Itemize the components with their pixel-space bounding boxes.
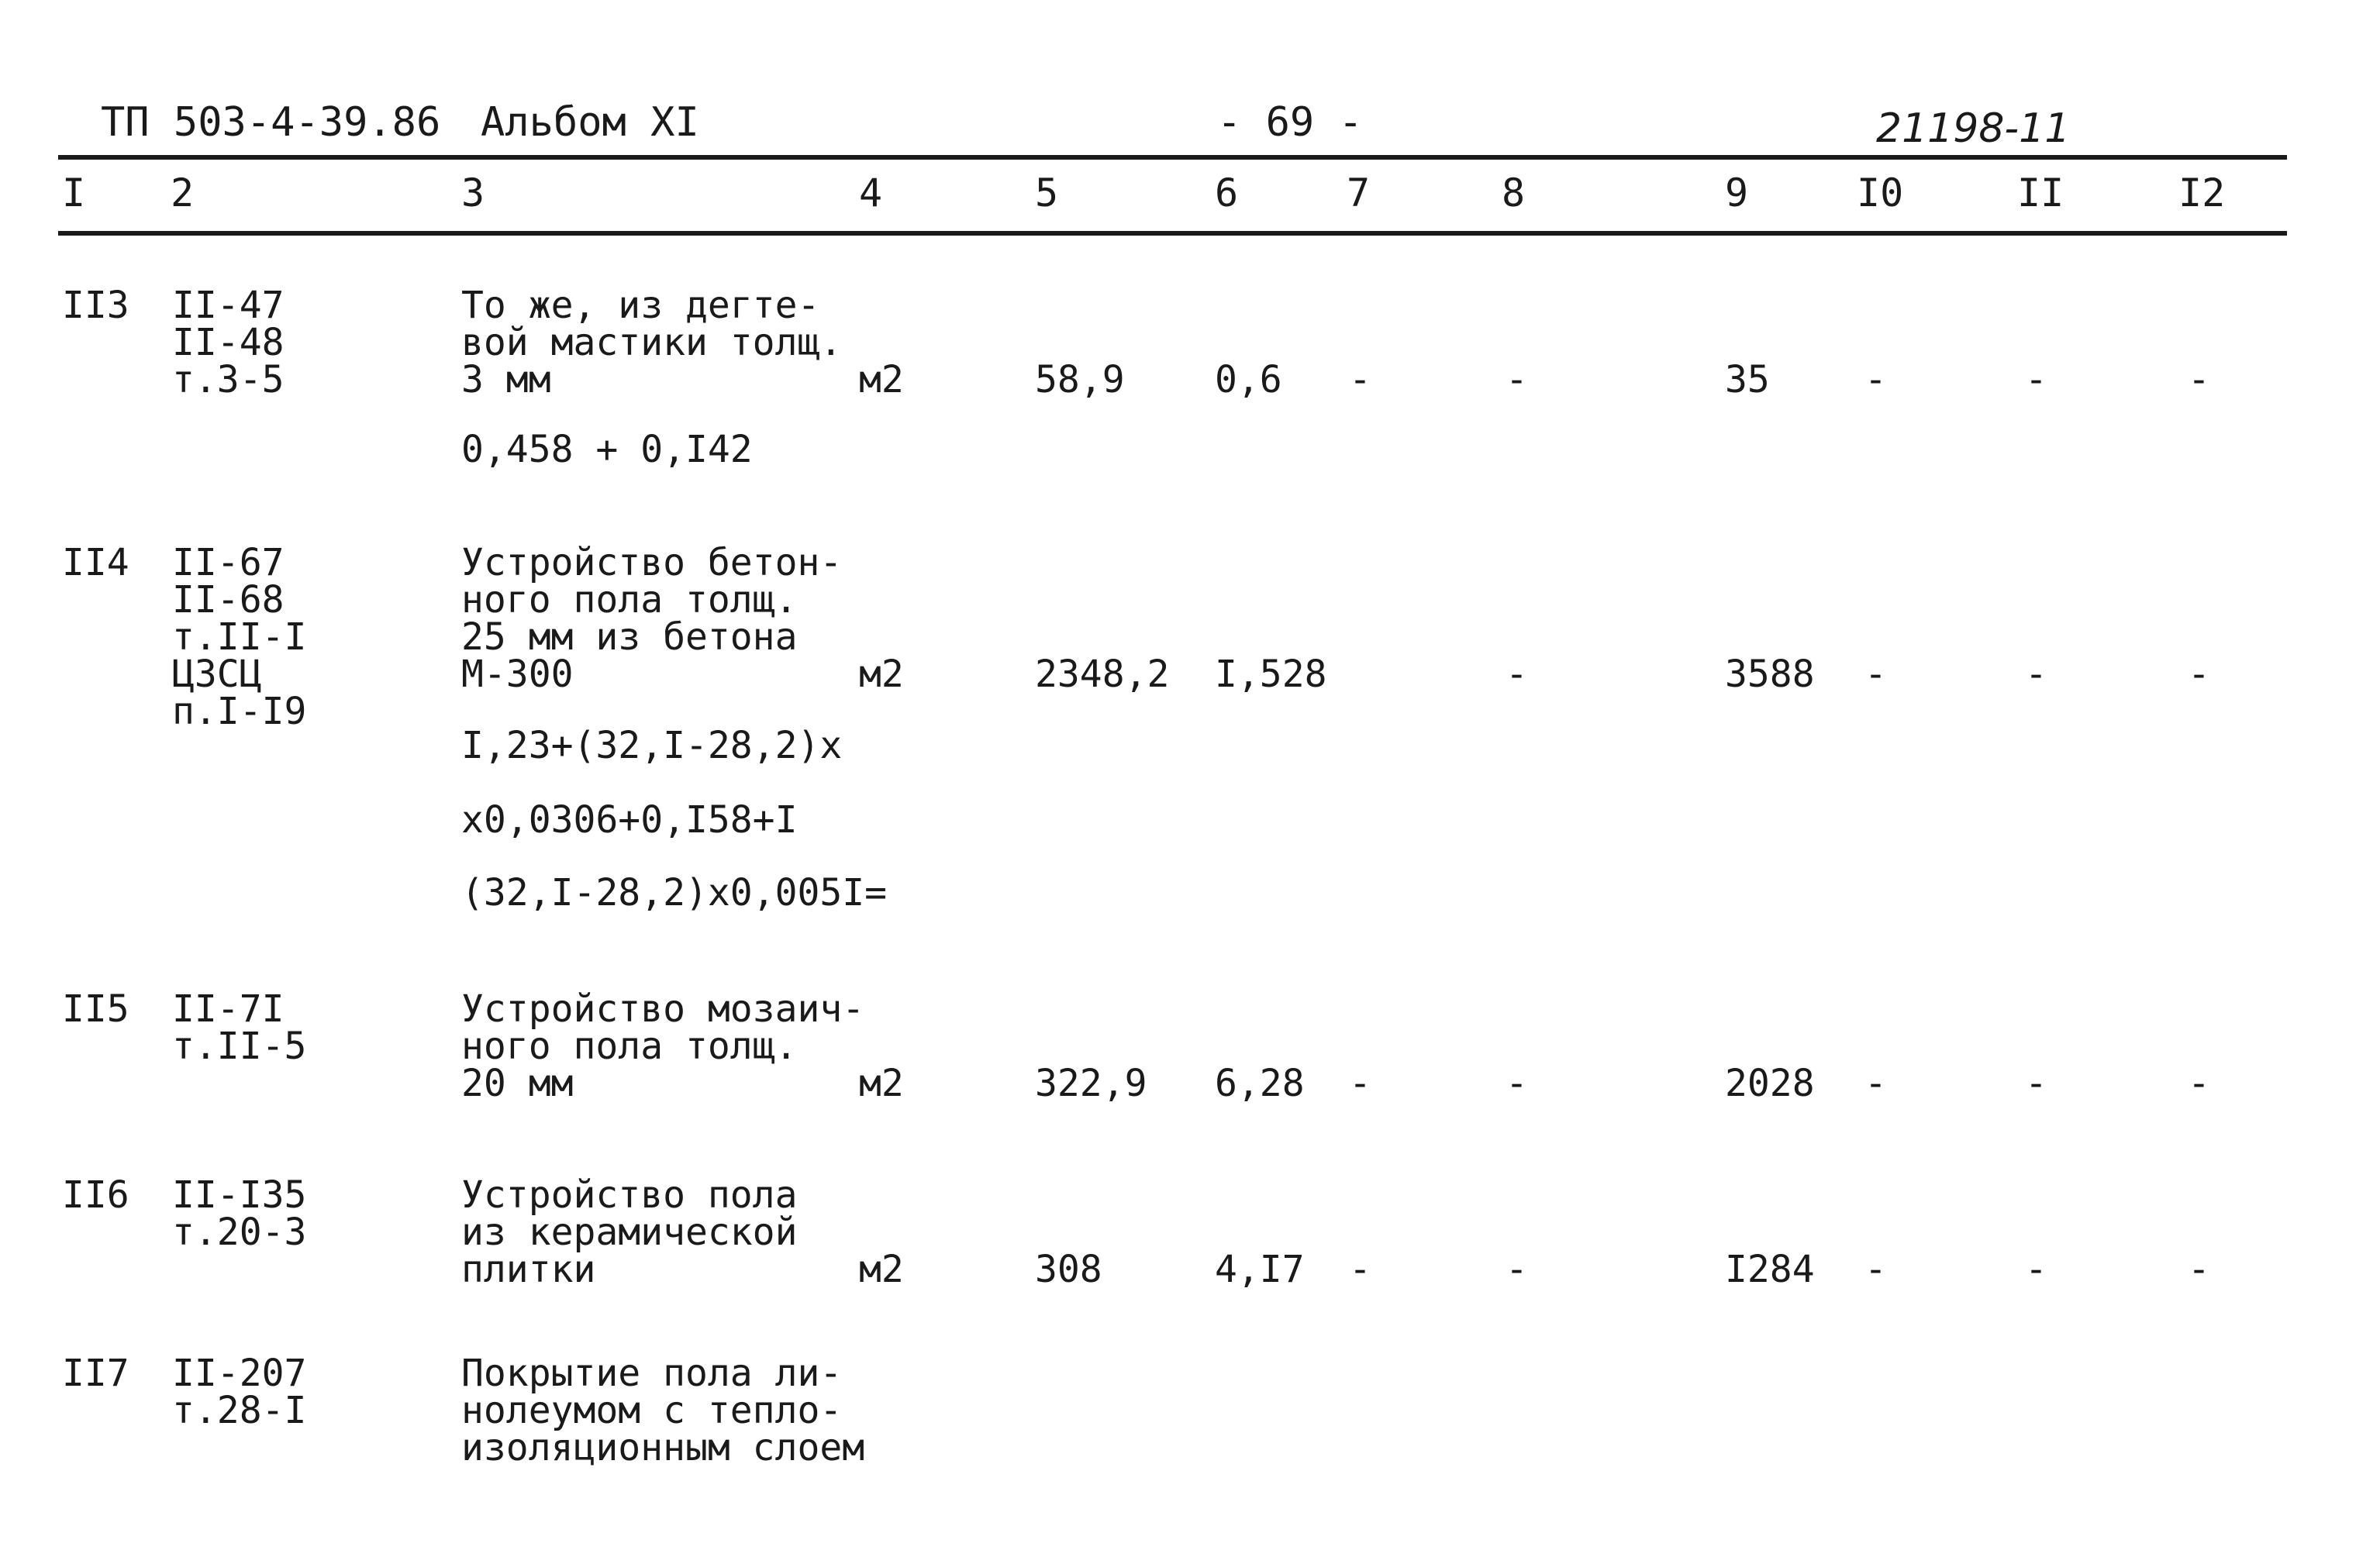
col11-cell: - bbox=[2025, 358, 2047, 401]
row-references bbox=[172, 987, 307, 1068]
col5-cell: 322,9 bbox=[1035, 1062, 1147, 1105]
col9-cell: I284 bbox=[1725, 1248, 1815, 1291]
reference-line: т.II-I bbox=[172, 615, 307, 659]
column-header-2: 2 bbox=[171, 171, 195, 215]
col11-cell: - bbox=[2025, 1248, 2047, 1291]
col6-cell: I,528 bbox=[1215, 653, 1327, 696]
calculation-line: 0,458 + 0,I42 bbox=[461, 428, 753, 471]
col12-cell: - bbox=[2188, 653, 2210, 696]
column-header-12: I2 bbox=[2178, 171, 2226, 215]
column-header-9: 9 bbox=[1725, 171, 1749, 215]
column-header-6: 6 bbox=[1215, 171, 1239, 215]
reference-line: т.3-5 bbox=[172, 358, 285, 401]
row-number: II3 bbox=[62, 284, 129, 327]
reference-line: II-68 bbox=[172, 578, 285, 622]
description-line: нолеумом с тепло- bbox=[461, 1389, 843, 1432]
row-references bbox=[172, 1352, 307, 1432]
description-line: Устройство пола bbox=[461, 1173, 798, 1217]
reference-line: т.28-I bbox=[172, 1389, 307, 1432]
description-line: Устройство мозаич- bbox=[461, 987, 865, 1031]
reference-line: ЦЗСЦ bbox=[172, 653, 262, 696]
col6-cell: 0,6 bbox=[1215, 358, 1282, 401]
calculation-line: (32,I-28,2)х0,005I= bbox=[461, 871, 888, 915]
document-code: ТП 503-4-39.86 bbox=[101, 99, 441, 146]
col12-cell: - bbox=[2188, 1062, 2210, 1105]
col10-cell: - bbox=[1864, 358, 1887, 401]
col8-cell: - bbox=[1506, 1248, 1528, 1291]
reference-line: п.I-I9 bbox=[172, 690, 307, 733]
description-line: То же, из дегте- bbox=[461, 284, 820, 327]
row-description bbox=[461, 541, 843, 696]
album-label: Альбом XI bbox=[481, 99, 699, 146]
unit-cell: м2 bbox=[859, 653, 904, 696]
col5-cell: 2348,2 bbox=[1035, 653, 1170, 696]
row-number: II4 bbox=[62, 541, 129, 584]
col8-cell: - bbox=[1506, 358, 1528, 401]
col12-cell: - bbox=[2188, 1248, 2210, 1291]
description-line: 25 мм из бетона bbox=[461, 615, 798, 659]
description-line: Покрытие пола ли- bbox=[461, 1352, 843, 1395]
column-header-8: 8 bbox=[1502, 171, 1526, 215]
column-header-3: 3 bbox=[461, 171, 485, 215]
col7-cell: - bbox=[1349, 358, 1371, 401]
column-header-11: II bbox=[2017, 171, 2064, 215]
reference-line: II-47 bbox=[172, 284, 285, 327]
description-line: ного пола толщ. bbox=[461, 578, 798, 622]
description-line: Устройство бетон- bbox=[461, 541, 843, 584]
description-line: из керамической bbox=[461, 1211, 798, 1254]
column-header-4: 4 bbox=[859, 171, 883, 215]
row-description bbox=[461, 284, 843, 401]
reference-line: II-48 bbox=[172, 321, 285, 364]
col8-cell: - bbox=[1506, 653, 1528, 696]
column-header-1: I bbox=[62, 171, 86, 215]
reference-line: II-67 bbox=[172, 541, 285, 584]
description-line: ного пола толщ. bbox=[461, 1025, 798, 1068]
calculation-line: I,23+(32,I-28,2)х bbox=[461, 724, 843, 767]
reference-line: т.20-3 bbox=[172, 1211, 307, 1254]
row-references bbox=[172, 1173, 307, 1254]
top-rule bbox=[58, 155, 2287, 160]
reference-line: II-207 bbox=[172, 1352, 307, 1395]
col11-cell: - bbox=[2025, 1062, 2047, 1105]
handwritten-doc-number: 21198-11 bbox=[1876, 105, 2071, 152]
col12-cell: - bbox=[2188, 358, 2210, 401]
page-number: - 69 - bbox=[1217, 99, 1363, 146]
col10-cell: - bbox=[1864, 1062, 1887, 1105]
col6-cell: 4,I7 bbox=[1215, 1248, 1305, 1291]
col9-cell: 3588 bbox=[1725, 653, 1815, 696]
unit-cell: м2 bbox=[859, 358, 904, 401]
unit-cell: м2 bbox=[859, 1248, 904, 1291]
description-line: 3 мм bbox=[461, 358, 551, 401]
col6-cell: 6,28 bbox=[1215, 1062, 1305, 1105]
col5-cell: 308 bbox=[1035, 1248, 1102, 1291]
description-line: М-300 bbox=[461, 653, 574, 696]
row-references bbox=[172, 284, 285, 401]
column-header-5: 5 bbox=[1035, 171, 1059, 215]
col7-cell: - bbox=[1349, 1062, 1371, 1105]
col10-cell: - bbox=[1864, 653, 1887, 696]
row-number: II5 bbox=[62, 987, 129, 1031]
row-description bbox=[461, 1173, 798, 1291]
reference-line: т.II-5 bbox=[172, 1025, 307, 1068]
unit-cell: м2 bbox=[859, 1062, 904, 1105]
description-line: 20 мм bbox=[461, 1062, 574, 1105]
row-references bbox=[172, 541, 307, 733]
row-description bbox=[461, 1352, 865, 1469]
column-header-10: I0 bbox=[1857, 171, 1904, 215]
col9-cell: 2028 bbox=[1725, 1062, 1815, 1105]
col7-cell: - bbox=[1349, 1248, 1371, 1291]
description-line: плитки bbox=[461, 1248, 596, 1291]
calculation-line: х0,0306+0,I58+I bbox=[461, 798, 798, 842]
description-line: изоляционным слоем bbox=[461, 1426, 865, 1469]
col8-cell: - bbox=[1506, 1062, 1528, 1105]
header-bottom-rule bbox=[58, 231, 2287, 236]
row-number: II6 bbox=[62, 1173, 129, 1217]
col10-cell: - bbox=[1864, 1248, 1887, 1291]
row-number: II7 bbox=[62, 1352, 129, 1395]
reference-line: II-7I bbox=[172, 987, 285, 1031]
col11-cell: - bbox=[2025, 653, 2047, 696]
column-header-7: 7 bbox=[1347, 171, 1371, 215]
col5-cell: 58,9 bbox=[1035, 358, 1125, 401]
reference-line: II-I35 bbox=[172, 1173, 307, 1217]
description-line: вой мастики толщ. bbox=[461, 321, 843, 364]
col9-cell: 35 bbox=[1725, 358, 1770, 401]
row-description bbox=[461, 987, 865, 1105]
